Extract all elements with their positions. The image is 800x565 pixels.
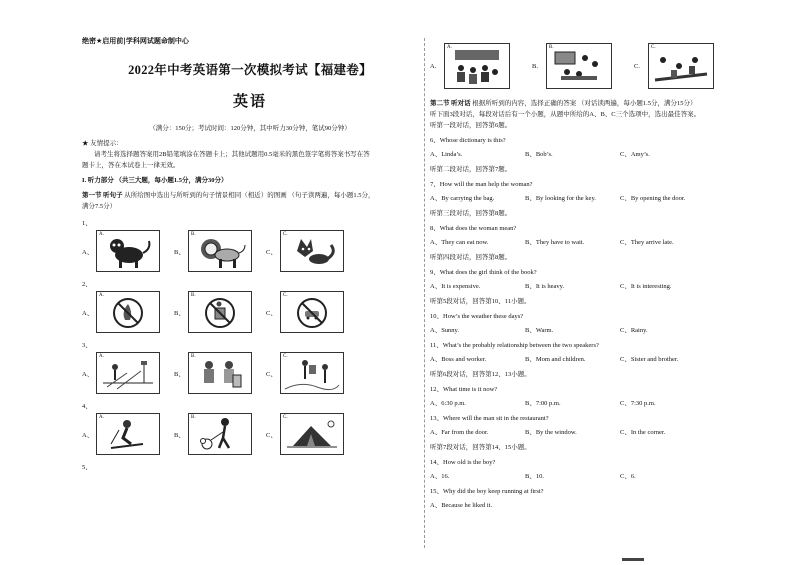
picture-option-c[interactable] bbox=[648, 43, 714, 89]
option-b[interactable]: B、7:00 p.m. bbox=[525, 400, 561, 407]
option-letter: C、 bbox=[266, 309, 277, 317]
question-text: 7、How will the man help the woman? bbox=[430, 181, 533, 188]
next-dialogue-note: 听第5段对话，回答第10、11小题。 bbox=[430, 298, 531, 305]
option-letter: C、 bbox=[266, 431, 277, 439]
exam-title: 2022年中考英语第一次模拟考试【福建卷】 bbox=[128, 63, 372, 77]
option-a[interactable]: A、Boss and worker. bbox=[430, 356, 487, 363]
picture-option-b[interactable] bbox=[546, 43, 612, 89]
picture-tag: B. bbox=[191, 354, 196, 359]
part2-section bbox=[430, 98, 770, 109]
fox-icon bbox=[281, 231, 343, 271]
answer-options bbox=[430, 193, 770, 204]
picture-tag: B. bbox=[191, 293, 196, 298]
next-dialogue-note: 听第7段对话，回答第14、15小题。 bbox=[430, 444, 531, 451]
column-divider bbox=[424, 38, 425, 548]
answer-options bbox=[430, 325, 770, 336]
picture-options-row bbox=[82, 229, 418, 273]
picture-tag: B. bbox=[549, 45, 554, 50]
answer-options bbox=[430, 471, 770, 482]
option-letter: C、 bbox=[266, 370, 277, 378]
option-c[interactable]: C、Amy’s. bbox=[620, 151, 650, 158]
option-c[interactable]: C、Sister and brother. bbox=[620, 356, 679, 363]
tent-camping-icon bbox=[281, 414, 343, 454]
next-dialogue-note: 听第四段对话，回答第8题。 bbox=[430, 254, 512, 261]
option-a[interactable]: A、Sunny. bbox=[430, 327, 460, 334]
option-letter: B、 bbox=[174, 248, 185, 256]
question-number: 5、 bbox=[82, 464, 92, 471]
picture-tag: A. bbox=[99, 415, 104, 420]
notice-line-1: 请考生将选择题答案用2B铅笔填涂在答题卡上；其他试题用0.5毫米的黑色签字笔将答案书写在答 bbox=[94, 151, 370, 158]
picture-option-a[interactable] bbox=[96, 230, 160, 272]
question-10 bbox=[430, 311, 770, 336]
no-flame-sign-icon bbox=[97, 292, 159, 332]
next-dialogue-note: 听第二段对话，回答第7题。 bbox=[430, 166, 512, 173]
question-text: 13、Where will the man sit in the restaurant? bbox=[430, 415, 549, 422]
exam-meta: （满分：150分；考试时间：120分钟，其中听力30分钟，笔试90分钟） bbox=[149, 125, 351, 132]
right-column bbox=[430, 40, 770, 511]
answer-options bbox=[430, 354, 770, 365]
option-letter: B、 bbox=[174, 431, 185, 439]
picture-options-row bbox=[82, 412, 418, 456]
question-text: 8、What does the woman mean? bbox=[430, 225, 517, 232]
picture-option-a[interactable] bbox=[96, 352, 160, 394]
option-a[interactable]: A、6:30 p.m. bbox=[430, 400, 466, 407]
part2-heading: 第二节 听对话 bbox=[430, 100, 471, 107]
picture-option-a[interactable] bbox=[444, 43, 510, 89]
question-text: 9、What does the girl think of the book? bbox=[430, 269, 537, 276]
walking-dog-icon bbox=[189, 414, 251, 454]
answer-options bbox=[430, 149, 770, 160]
lion-icon bbox=[189, 231, 251, 271]
picture-options-row bbox=[82, 351, 418, 395]
option-c[interactable]: C、They arrive late. bbox=[620, 239, 674, 246]
option-b[interactable]: B、Mom and children. bbox=[525, 356, 586, 363]
option-b[interactable]: B、By the window. bbox=[525, 429, 577, 436]
notice-line-2: 题卡上，答在本试卷上一律无效。 bbox=[82, 162, 180, 169]
question-12 bbox=[430, 384, 770, 409]
question-8 bbox=[430, 223, 770, 263]
left-column bbox=[82, 36, 418, 471]
answer-options bbox=[430, 237, 770, 248]
option-b[interactable]: B、It is heavy. bbox=[525, 283, 565, 290]
picture-options-row bbox=[82, 290, 418, 334]
question-text: 12、What time is it now? bbox=[430, 386, 498, 393]
notice-heading: ★ 友情提示： bbox=[82, 140, 123, 147]
option-c[interactable]: C、Rainy. bbox=[620, 327, 648, 334]
part1-section-text: 从所给图中选出与所听到的句子情景相同（相近）的图画 （句子读两遍，每小题1.5分， bbox=[124, 192, 375, 199]
no-parking-sign-icon bbox=[281, 292, 343, 332]
picture-option-c[interactable] bbox=[280, 352, 344, 394]
option-a[interactable]: A、16. bbox=[430, 473, 450, 480]
picture-tag: C. bbox=[651, 45, 656, 50]
option-b[interactable]: B、They have to wait. bbox=[525, 239, 585, 246]
answer-options bbox=[430, 281, 770, 292]
next-dialogue-note: 听第6段对话，回答第12、13小题。 bbox=[430, 371, 531, 378]
picture-tag: A. bbox=[99, 293, 104, 298]
picture-tag: B. bbox=[191, 415, 196, 420]
picture-option-c[interactable] bbox=[280, 291, 344, 333]
part2-text: 根据所听到的内容，选择正确的答案 （对话读两遍，每小题1.5分，满分15分） bbox=[472, 100, 697, 107]
panther-icon bbox=[97, 231, 159, 271]
exam-subject: 英语 bbox=[232, 94, 267, 110]
option-letter: A、 bbox=[82, 370, 94, 378]
option-c[interactable]: C、It is interesting. bbox=[620, 283, 672, 290]
option-letter: A、 bbox=[82, 248, 94, 256]
picture-option-b[interactable] bbox=[188, 413, 252, 455]
playground-scene-icon bbox=[649, 44, 713, 88]
writing-scene-icon bbox=[97, 353, 159, 393]
answer-options bbox=[430, 398, 770, 409]
picture-tag: A. bbox=[447, 45, 452, 50]
option-b[interactable]: B、Bob’s. bbox=[525, 151, 553, 158]
option-b[interactable]: B、By looking for the key. bbox=[525, 195, 596, 202]
question-6 bbox=[430, 135, 770, 175]
part2-intro: 听第一段对话，回答第6题。 bbox=[430, 122, 512, 129]
picture-option-c[interactable] bbox=[280, 230, 344, 272]
part1-section-text-2: 满分7.5分） bbox=[82, 203, 117, 210]
picture-option-a[interactable] bbox=[96, 291, 160, 333]
picture-option-c[interactable] bbox=[280, 413, 344, 455]
picture-option-b[interactable] bbox=[188, 230, 252, 272]
option-letter: A、 bbox=[82, 431, 94, 439]
picture-tag: B. bbox=[191, 232, 196, 237]
option-letter: C. bbox=[634, 62, 640, 70]
option-a[interactable]: A、Linda’s. bbox=[430, 151, 463, 158]
picture-tag: A. bbox=[99, 232, 104, 237]
question-number: 2、 bbox=[82, 281, 92, 288]
footer-mark bbox=[622, 558, 644, 561]
next-dialogue-note: 听第三段对话，回答第8题。 bbox=[430, 210, 512, 217]
picture-option-b[interactable] bbox=[188, 352, 252, 394]
question-number: 1、 bbox=[82, 220, 92, 227]
question-7 bbox=[430, 179, 770, 219]
option-c[interactable]: C、6. bbox=[620, 473, 636, 480]
question-text: 15、Why did the boy keep running at first? bbox=[430, 488, 544, 495]
option-c[interactable]: C、In the corner. bbox=[620, 429, 666, 436]
skiing-person-icon bbox=[97, 414, 159, 454]
secret-label: 绝密★启用前|学科网试题命制中心 bbox=[82, 37, 189, 45]
classroom-scene-icon bbox=[547, 44, 611, 88]
question-14 bbox=[430, 457, 770, 482]
picture-tag: C. bbox=[283, 232, 288, 237]
picture-tag: A. bbox=[99, 354, 104, 359]
question-11 bbox=[430, 340, 770, 380]
picture-tag: C. bbox=[283, 354, 288, 359]
picture-tag: C. bbox=[283, 415, 288, 420]
question-number: 4、 bbox=[82, 403, 92, 410]
picture-option-b[interactable] bbox=[188, 291, 252, 333]
answer-options bbox=[430, 427, 770, 438]
part1-heading: I. 听力部分 （共三大题，每小题1.5分，满分30分） bbox=[82, 177, 228, 184]
option-letter: A、 bbox=[82, 309, 94, 317]
option-c[interactable]: C、By opening the door. bbox=[620, 195, 686, 202]
option-b[interactable]: B、Warm. bbox=[525, 327, 554, 334]
answer-options bbox=[430, 500, 770, 511]
option-letter: C、 bbox=[266, 248, 277, 256]
question-number: 3、 bbox=[82, 342, 92, 349]
option-a[interactable]: A、It is expensive. bbox=[430, 283, 481, 290]
question-text: 14、How old is the boy? bbox=[430, 459, 496, 466]
question-13 bbox=[430, 413, 770, 453]
question-text: 10、How’s the weather these days? bbox=[430, 313, 524, 320]
question-text: 11、What’s the probably relationship between the two speakers? bbox=[430, 342, 599, 349]
part1-section-heading: 第一节 听句子 bbox=[82, 192, 123, 199]
people-talking-icon bbox=[189, 353, 251, 393]
option-letter: B、 bbox=[174, 370, 185, 378]
option-c[interactable]: C、7:30 p.m. bbox=[620, 400, 656, 407]
option-b[interactable]: B、10. bbox=[525, 473, 544, 480]
option-a[interactable]: A、By carrying the bag. bbox=[430, 195, 495, 202]
option-a[interactable]: A、Far from the door. bbox=[430, 429, 489, 436]
no-litter-sign-icon bbox=[189, 292, 251, 332]
hiking-scene-icon bbox=[281, 353, 343, 393]
option-letter: A. bbox=[430, 62, 437, 70]
option-a[interactable]: A、Because he liked it. bbox=[430, 502, 493, 509]
question-9 bbox=[430, 267, 770, 307]
question-text: 6、Whose dictionary is this? bbox=[430, 137, 506, 144]
picture-tag: C. bbox=[283, 293, 288, 298]
picture-options-row bbox=[430, 40, 770, 92]
part2-text-2: 听下面3段对话，每段对话后有一个小题，从题中所给的A、B、C三个选项中，选出最佳答案。 bbox=[430, 111, 701, 118]
picture-option-a[interactable] bbox=[96, 413, 160, 455]
option-letter: B、 bbox=[174, 309, 185, 317]
part1-section bbox=[82, 190, 418, 201]
option-letter: B. bbox=[532, 62, 538, 70]
crowd-scene-icon bbox=[445, 44, 509, 88]
option-a[interactable]: A、They can eat now. bbox=[430, 239, 489, 246]
question-15 bbox=[430, 486, 770, 511]
